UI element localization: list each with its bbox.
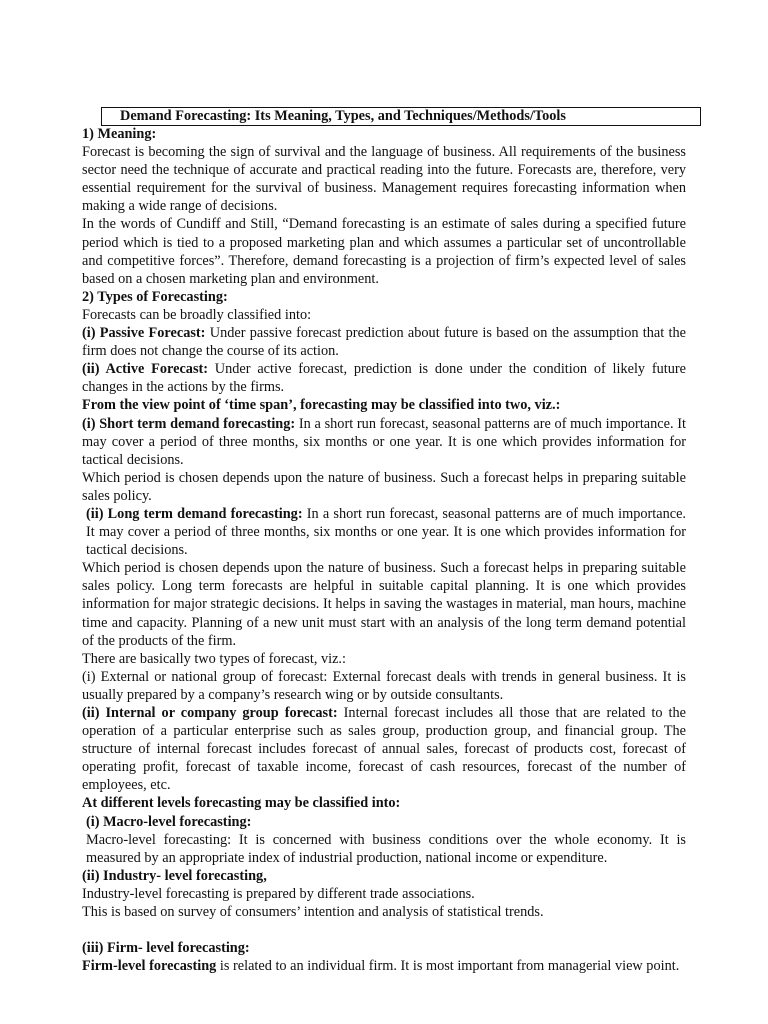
firm-level-label: Firm-level forecasting bbox=[82, 958, 217, 975]
levels-heading: At different levels forecasting may be classified into: bbox=[82, 795, 401, 812]
short-term-label: (i) Short term demand forecasting: bbox=[82, 415, 296, 432]
internal-forecast-paragraph bbox=[82, 704, 686, 794]
industry-level-text-1: Industry-level forecasting is prepared by different trade associations. bbox=[82, 885, 475, 902]
firm-level-text: is related to an individual firm. It is most important from managerial view point. bbox=[216, 958, 680, 975]
meaning-paragraph-2: In the words of Cundiff and Still, “Demand forecasting is an estimate of sales during a specified future period which is tied to a proposed marketing plan and which assumes a particular set of uncontrollable and competitive forces”. Therefore, demand forecasting is a projection of firm’s expected level of sales based on a chosen marketing plan and environment. bbox=[82, 216, 686, 287]
long-term-text: In a short run forecast, seasonal patterns are of much importance. It may cover a period of three months, six months or one year. It is one which provides information for tactical decisions. bbox=[86, 505, 686, 559]
two-types-intro: There are basically two types of forecast, viz.: bbox=[82, 650, 346, 667]
short-term-paragraph bbox=[82, 415, 686, 469]
industry-level-text-2: This is based on survey of consumers’ intention and analysis of statistical trends. bbox=[82, 904, 544, 921]
passive-forecast-paragraph bbox=[82, 324, 686, 360]
firm-level-heading: (iii) Firm- level forecasting: bbox=[82, 940, 250, 957]
short-term-text: In a short run forecast, seasonal patterns are of much importance. It may cover a period of three months, six months or one year. It is one which provides information for tactical decisions. bbox=[82, 415, 687, 468]
internal-forecast-text: Internal forecast includes all those that are related to the operation of a particular enterprise such as sales group, production group, and financial group. The structure of internal forecast includes forecast of annual sales, forecast of products cost, forecast of operating profit, forecast of taxable income, forecast of cash resources, forecast of the number of employees, etc. bbox=[82, 705, 686, 794]
long-term-label: (ii) Long term demand forecasting: bbox=[86, 505, 303, 522]
long-term-paragraph-2: Which period is chosen depends upon the nature of business. Such a forecast helps in preparing suitable sales policy. Long term forecasts are helpful in suitable capital planning. It is one which provides information for major strategic decisions. It helps in saving the wastages in material, man hours, machine time and capacity. Planning of a new unit must start with an analysis of the long term demand potential of the products of the firm. bbox=[82, 560, 686, 649]
short-term-paragraph-2: Which period is chosen depends upon the nature of business. Such a forecast helps in preparing suitable sales policy. bbox=[82, 469, 686, 504]
document-body bbox=[82, 125, 686, 975]
passive-forecast-label: (i) Passive Forecast: bbox=[82, 325, 206, 342]
time-span-heading: From the view point of ‘time span’, forecasting may be classified into two, viz.: bbox=[82, 397, 561, 414]
external-forecast-paragraph: (i) External or national group of forecast: External forecast deals with trends in general business. It is usually prepared by a company’s research wing or by outside consultants. bbox=[82, 668, 686, 703]
active-forecast-label: (ii) Active Forecast: bbox=[82, 361, 209, 378]
document-title: Demand Forecasting: Its Meaning, Types, and Techniques/Methods/Tools bbox=[101, 107, 701, 126]
macro-level-paragraph: Macro-level forecasting: It is concerned with business conditions over the whole economy. It is measured by an appropriate index of industrial production, national income or expenditure. bbox=[86, 831, 686, 866]
passive-forecast-text: Under passive forecast prediction about future is based on the assumption that the firm does not change the course of its action. bbox=[82, 325, 687, 360]
types-intro: Forecasts can be broadly classified into: bbox=[82, 306, 312, 323]
macro-level-heading: (i) Macro-level forecasting: bbox=[86, 813, 252, 830]
types-heading: 2) Types of Forecasting: bbox=[82, 288, 228, 305]
active-forecast-paragraph bbox=[82, 360, 686, 396]
meaning-heading: 1) Meaning: bbox=[82, 126, 157, 142]
active-forecast-text: Under active forecast, prediction is done under the condition of likely future changes in the actions by the firms. bbox=[82, 361, 686, 396]
internal-forecast-label: (ii) Internal or company group forecast: bbox=[82, 705, 338, 721]
spacer bbox=[82, 921, 686, 939]
industry-level-heading: (ii) Industry- level forecasting, bbox=[82, 867, 267, 884]
meaning-paragraph-1: Forecast is becoming the sign of survival and the language of business. All requirements of the business sector need the technique of accurate and practical reading into the future. Forecasts are, therefore, very essential requirement for the survival of business. Management requires forecasting information when making a wide range of decisions. bbox=[82, 144, 686, 215]
firm-level-paragraph bbox=[82, 957, 686, 975]
long-term-paragraph bbox=[82, 505, 686, 559]
